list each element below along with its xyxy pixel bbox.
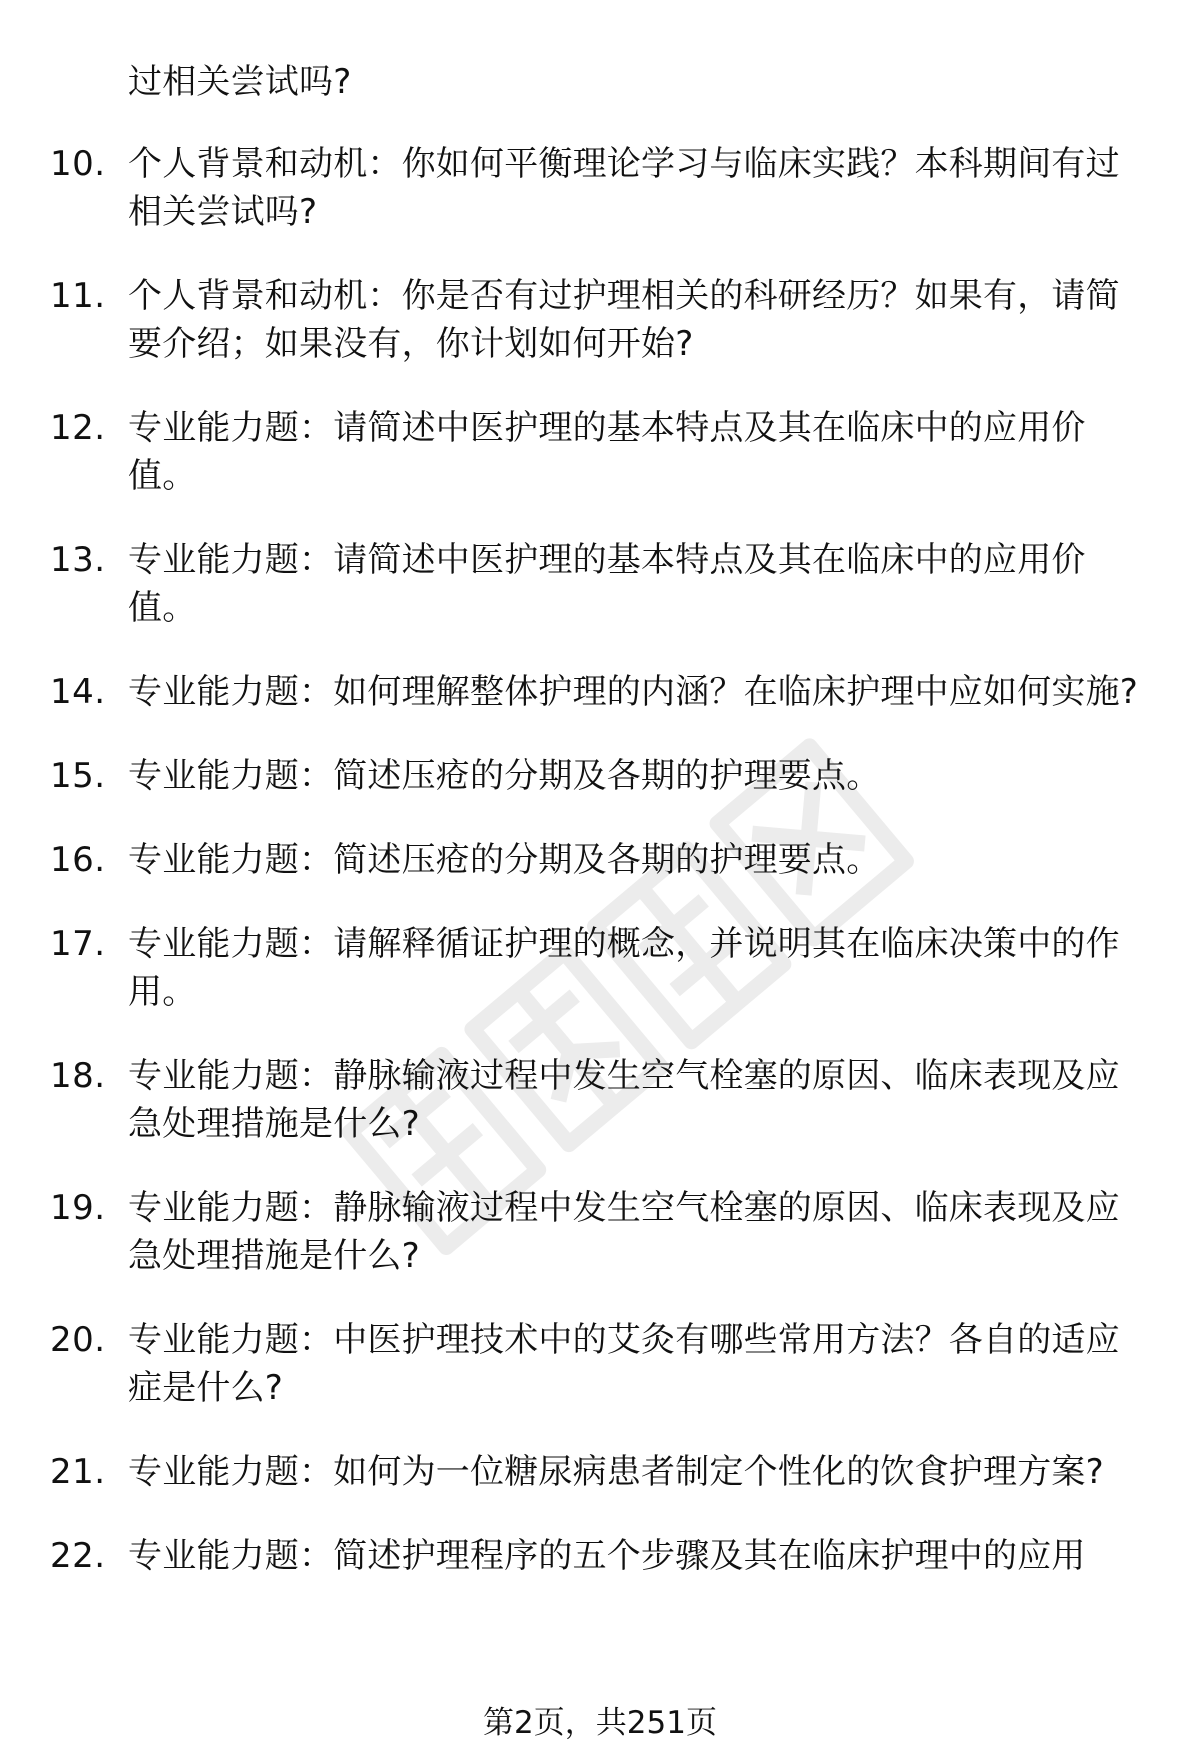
question-number: 11.: [50, 276, 106, 316]
list-item: [50, 668, 1140, 716]
question-number: 16.: [50, 840, 106, 880]
question-number: 13.: [50, 540, 106, 580]
question-list: [50, 140, 1140, 1616]
question-number: 17.: [50, 924, 106, 964]
question-text: 个人背景和动机：你如何平衡理论学习与临床实践？本科期间有过相关尝试吗?: [128, 144, 1120, 232]
list-item: [50, 536, 1140, 632]
question-text: 专业能力题：简述压疮的分期及各期的护理要点。: [128, 756, 881, 796]
question-number: 10.: [50, 144, 106, 184]
question-number: 19.: [50, 1188, 106, 1228]
question-text: 专业能力题：静脉输液过程中发生空气栓塞的原因、临床表现及应急处理措施是什么?: [128, 1188, 1120, 1276]
list-item: [50, 272, 1140, 368]
list-item: [50, 1448, 1140, 1496]
question-text: 专业能力题：静脉输液过程中发生空气栓塞的原因、临床表现及应急处理措施是什么?: [128, 1056, 1120, 1144]
question-number: 14.: [50, 672, 106, 712]
question-text: 专业能力题：如何为一位糖尿病患者制定个性化的饮食护理方案?: [128, 1452, 1104, 1492]
question-text: 专业能力题：中医护理技术中的艾灸有哪些常用方法？各自的适应症是什么?: [128, 1320, 1120, 1408]
list-item: [50, 140, 1140, 236]
question-text: 专业能力题：请解释循证护理的概念，并说明其在临床决策中的作用。: [128, 924, 1120, 1012]
question-text: 专业能力题：简述护理程序的五个步骤及其在临床护理中的应用: [128, 1536, 1086, 1576]
list-item: [50, 920, 1140, 1016]
continuation-text: 过相关尝试吗?: [128, 62, 352, 102]
question-number: 12.: [50, 408, 106, 448]
list-item: [50, 836, 1140, 884]
list-item: [50, 1532, 1140, 1580]
question-text: 专业能力题：如何理解整体护理的内涵？在临床护理中应如何实施?: [128, 672, 1139, 712]
question-number: 22.: [50, 1536, 106, 1576]
page-footer: 第2页，共251页: [483, 1705, 717, 1741]
list-item: [50, 1316, 1140, 1412]
question-number: 15.: [50, 756, 106, 796]
list-item: [50, 1184, 1140, 1280]
question-number: 18.: [50, 1056, 106, 1096]
question-text: 专业能力题：简述压疮的分期及各期的护理要点。: [128, 840, 881, 880]
question-text: 专业能力题：请简述中医护理的基本特点及其在临床中的应用价值。: [128, 540, 1086, 628]
question-number: 20.: [50, 1320, 106, 1360]
list-item: [50, 1052, 1140, 1148]
question-text: 个人背景和动机：你是否有过护理相关的科研经历？如果有，请简要介绍；如果没有，你计划如何开始?: [128, 276, 1120, 364]
question-number: 21.: [50, 1452, 106, 1492]
question-text: 专业能力题：请简述中医护理的基本特点及其在临床中的应用价值。: [128, 408, 1086, 496]
list-item: [50, 404, 1140, 500]
list-item: [50, 752, 1140, 800]
